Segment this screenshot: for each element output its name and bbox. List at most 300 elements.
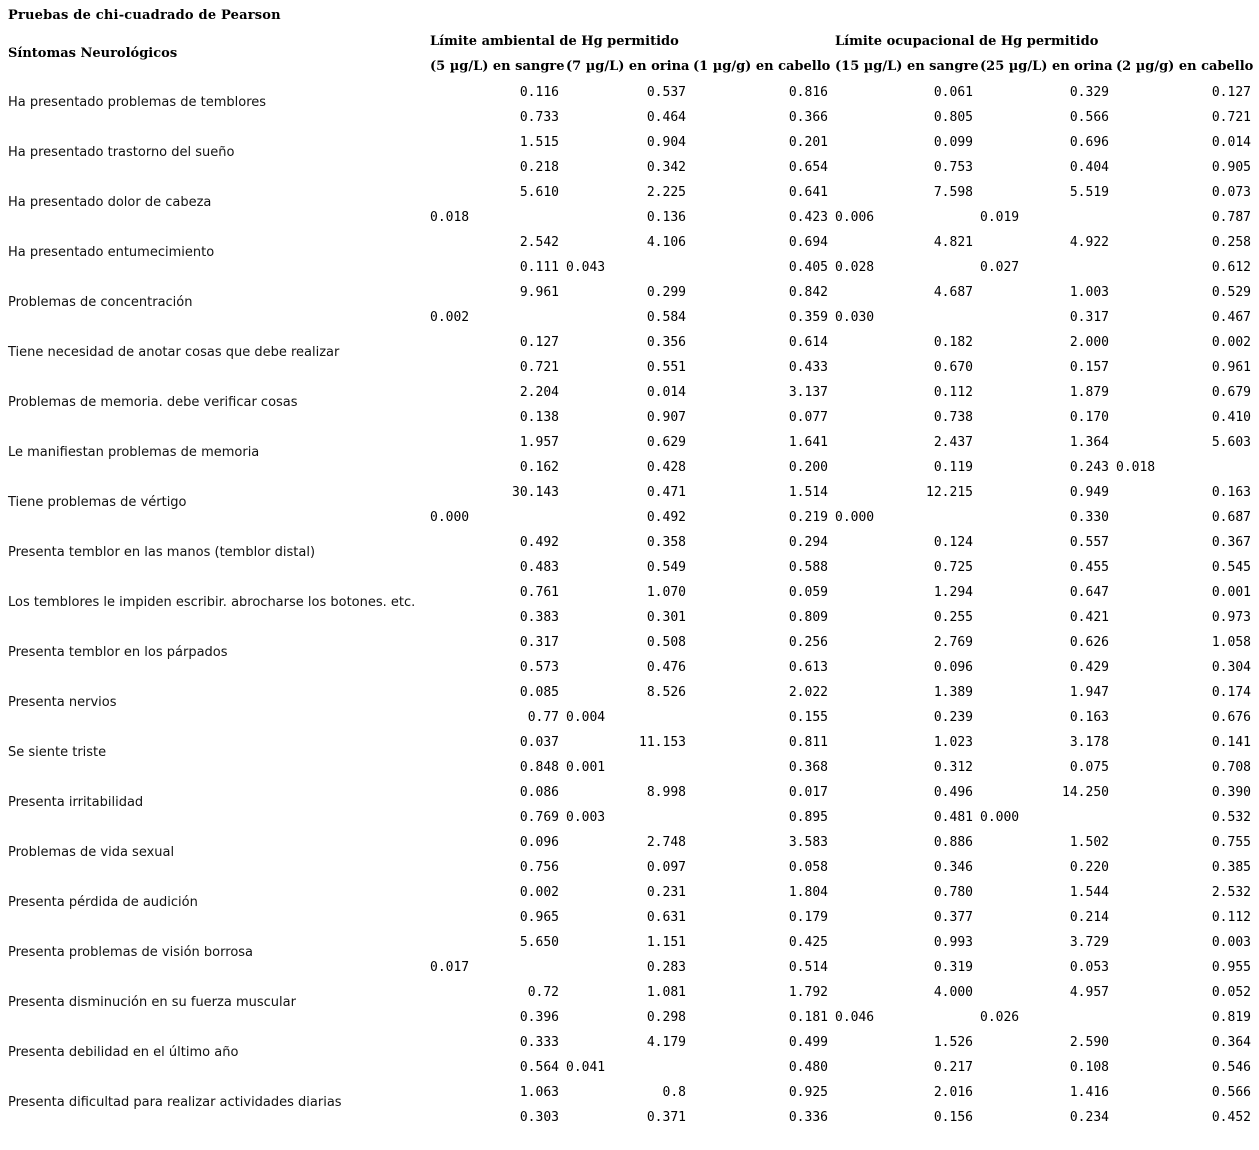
chi-square-value: 0.499: [788, 1035, 828, 1050]
chi-square-value: 0.299: [646, 285, 686, 300]
chi-square-value: 5.650: [519, 935, 559, 950]
table-row: [0, 130, 1259, 180]
significance-value: 0.006: [835, 210, 875, 225]
chi-square-value: 1.641: [788, 435, 828, 450]
symptom-label: Presenta temblor en los párpados: [8, 645, 228, 660]
chi-square-value: 0.694: [788, 235, 828, 250]
chi-square-value: 5.603: [1211, 435, 1251, 450]
chi-square-value: 2.437: [933, 435, 973, 450]
chi-square-value: 1.294: [933, 585, 973, 600]
significance-value: 0.301: [646, 610, 686, 625]
table-row: [0, 780, 1259, 830]
chi-square-value: 1.081: [646, 985, 686, 1000]
significance-value: 0.346: [933, 860, 973, 875]
significance-value: 0.119: [933, 460, 973, 475]
significance-value: 0.075: [1069, 760, 1109, 775]
chi-square-value: 0.780: [933, 885, 973, 900]
chi-square-value: 0.112: [933, 385, 973, 400]
table-row: [0, 430, 1259, 480]
symptom-label: Problemas de vida sexual: [8, 845, 175, 860]
chi-square-value: 2.542: [519, 235, 559, 250]
significance-value: 0.514: [788, 960, 828, 975]
column-header: (15 µg/L) en sangre: [835, 59, 979, 74]
significance-value: 0.003: [566, 810, 606, 825]
significance-value: 0.218: [519, 160, 559, 175]
significance-value: 0.000: [835, 510, 875, 525]
significance-value: 0.383: [519, 610, 559, 625]
chi-square-value: 0.174: [1211, 685, 1251, 700]
chi-square-value: 0.629: [646, 435, 686, 450]
significance-value: 0.000: [430, 510, 470, 525]
chi-square-value: 0.492: [519, 535, 559, 550]
symptom-label: Problemas de memoria. debe verificar cosas: [8, 395, 298, 410]
table-row: [0, 380, 1259, 430]
chi-square-value: 0.294: [788, 535, 828, 550]
significance-value: 0.019: [980, 210, 1020, 225]
chi-square-value: 1.792: [788, 985, 828, 1000]
table-row: [0, 530, 1259, 580]
chi-square-value: 0.949: [1069, 485, 1109, 500]
significance-value: 0.455: [1069, 560, 1109, 575]
significance-value: 0.848: [519, 760, 559, 775]
significance-value: 0.330: [1069, 510, 1109, 525]
significance-value: 0.179: [788, 910, 828, 925]
chi-square-value: 0.367: [1211, 535, 1251, 550]
significance-value: 0.421: [1069, 610, 1109, 625]
table-title: Pruebas de chi-cuadrado de Pearson: [8, 8, 281, 23]
significance-value: 0.965: [519, 910, 559, 925]
chi-square-value: 0.557: [1069, 535, 1109, 550]
chi-square-value: 0.182: [933, 335, 973, 350]
symptom-label: Tiene problemas de vértigo: [8, 495, 187, 510]
chi-square-value: 2.225: [646, 185, 686, 200]
chi-square-value: 1.416: [1069, 1085, 1109, 1100]
significance-value: 0.002: [430, 310, 470, 325]
table-row: [0, 880, 1259, 930]
chi-square-value: 3.137: [788, 385, 828, 400]
significance-value: 0.018: [1116, 460, 1156, 475]
chi-square-value: 1.947: [1069, 685, 1109, 700]
significance-value: 0.955: [1211, 960, 1251, 975]
significance-value: 0.097: [646, 860, 686, 875]
significance-value: 0.769: [519, 810, 559, 825]
symptom-label: Ha presentado trastorno del sueño: [8, 145, 235, 160]
chi-square-value: 1.151: [646, 935, 686, 950]
significance-value: 0.371: [646, 1110, 686, 1125]
chi-square-value: 0.496: [933, 785, 973, 800]
significance-value: 0.304: [1211, 660, 1251, 675]
chi-square-value: 0.085: [519, 685, 559, 700]
chi-square-value: 8.526: [646, 685, 686, 700]
chi-square-value: 0.059: [788, 585, 828, 600]
chi-square-value: 0.696: [1069, 135, 1109, 150]
table-row: [0, 630, 1259, 680]
significance-value: 0.532: [1211, 810, 1251, 825]
chi-square-value: 0.529: [1211, 285, 1251, 300]
significance-value: 0.377: [933, 910, 973, 925]
chi-square-value: 0.755: [1211, 835, 1251, 850]
significance-value: 0.239: [933, 710, 973, 725]
chi-square-value: 3.178: [1069, 735, 1109, 750]
chi-square-value: 14.250: [1062, 785, 1109, 800]
symptom-label: Presenta dificultad para realizar actividades diarias: [8, 1095, 342, 1110]
chi-square-value: 0.061: [933, 85, 973, 100]
significance-value: 0.564: [519, 1060, 559, 1075]
chi-square-value: 0.141: [1211, 735, 1251, 750]
significance-value: 0.895: [788, 810, 828, 825]
chi-square-value: 8.998: [646, 785, 686, 800]
chi-square-value: 1.389: [933, 685, 973, 700]
chi-square-value: 0.002: [1211, 335, 1251, 350]
significance-value: 0.108: [1069, 1060, 1109, 1075]
significance-value: 0.631: [646, 910, 686, 925]
column-header: (25 µg/L) en orina: [980, 59, 1113, 74]
chi-square-value: 1.544: [1069, 885, 1109, 900]
table-body: [0, 80, 1259, 1130]
symptom-label: Se siente triste: [8, 745, 107, 760]
chi-square-value: 0.614: [788, 335, 828, 350]
chi-square-value: 0.537: [646, 85, 686, 100]
significance-value: 0.687: [1211, 510, 1251, 525]
table-row: [0, 480, 1259, 530]
significance-value: 0.217: [933, 1060, 973, 1075]
significance-value: 0.404: [1069, 160, 1109, 175]
significance-value: 0.303: [519, 1110, 559, 1125]
significance-value: 0.907: [646, 410, 686, 425]
significance-value: 0.342: [646, 160, 686, 175]
chi-square-value: 0.017: [788, 785, 828, 800]
significance-value: 0.157: [1069, 360, 1109, 375]
significance-value: 0.077: [788, 410, 828, 425]
chi-square-value: 4.687: [933, 285, 973, 300]
symptom-label: Presenta problemas de visión borrosa: [8, 945, 254, 960]
group-header-ocupacional: Límite ocupacional de Hg permitido: [835, 34, 1099, 49]
chi-square-value: 0.993: [933, 935, 973, 950]
symptom-label: Presenta pérdida de audición: [8, 895, 198, 910]
chi-square-value: 2.204: [519, 385, 559, 400]
chi-square-value: 0.508: [646, 635, 686, 650]
significance-value: 0.170: [1069, 410, 1109, 425]
chi-square-value: 0.761: [519, 585, 559, 600]
significance-value: 0.219: [788, 510, 828, 525]
significance-value: 0.018: [430, 210, 470, 225]
significance-value: 0.156: [933, 1110, 973, 1125]
chi-square-value: 0.201: [788, 135, 828, 150]
significance-value: 0.396: [519, 1010, 559, 1025]
significance-value: 0.214: [1069, 910, 1109, 925]
significance-value: 0.138: [519, 410, 559, 425]
chi-square-value: 0.904: [646, 135, 686, 150]
symptom-label: Le manifiestan problemas de memoria: [8, 445, 260, 460]
chi-square-value: 0.566: [1211, 1085, 1251, 1100]
chi-square-value: 0.925: [788, 1085, 828, 1100]
significance-value: 0.612: [1211, 260, 1251, 275]
significance-value: 0.549: [646, 560, 686, 575]
chi-square-value: 9.961: [519, 285, 559, 300]
chi-square-value: 0.641: [788, 185, 828, 200]
significance-value: 0.738: [933, 410, 973, 425]
chi-square-value: 0.086: [519, 785, 559, 800]
significance-value: 0.573: [519, 660, 559, 675]
significance-value: 0.423: [788, 210, 828, 225]
chi-square-value: 1.515: [519, 135, 559, 150]
chi-square-value: 2.016: [933, 1085, 973, 1100]
symptom-label: Ha presentado dolor de cabeza: [8, 195, 212, 210]
chi-square-value: 1.879: [1069, 385, 1109, 400]
chi-square-value: 4.179: [646, 1035, 686, 1050]
chi-square-value: 1.502: [1069, 835, 1109, 850]
chi-square-value: 3.729: [1069, 935, 1109, 950]
table-row: [0, 1080, 1259, 1130]
chi-square-value: 4.922: [1069, 235, 1109, 250]
significance-value: 0.551: [646, 360, 686, 375]
chi-square-value: 0.333: [519, 1035, 559, 1050]
significance-value: 0.234: [1069, 1110, 1109, 1125]
chi-square-value: 1.023: [933, 735, 973, 750]
table-row: [0, 730, 1259, 780]
chi-square-value: 3.583: [788, 835, 828, 850]
chi-square-value: 1.957: [519, 435, 559, 450]
significance-value: 0.428: [646, 460, 686, 475]
chi-square-value: 4.957: [1069, 985, 1109, 1000]
group-header-ambiental: Límite ambiental de Hg permitido: [430, 34, 679, 49]
chi-square-value: 4.821: [933, 235, 973, 250]
significance-value: 0.017: [430, 960, 470, 975]
significance-value: 0.584: [646, 310, 686, 325]
significance-value: 0.483: [519, 560, 559, 575]
significance-value: 0.000: [980, 810, 1020, 825]
significance-value: 0.298: [646, 1010, 686, 1025]
significance-value: 0.733: [519, 110, 559, 125]
symptom-label: Presenta temblor en las manos (temblor distal): [8, 545, 316, 560]
significance-value: 0.053: [1069, 960, 1109, 975]
chi-square-value: 0.003: [1211, 935, 1251, 950]
chi-square-value: 0.096: [519, 835, 559, 850]
significance-value: 0.410: [1211, 410, 1251, 425]
symptom-label: Tiene necesidad de anotar cosas que debe realizar: [8, 345, 340, 360]
chi-square-value: 1.526: [933, 1035, 973, 1050]
table-row: [0, 1030, 1259, 1080]
symptom-label: Problemas de concentración: [8, 295, 193, 310]
chi-square-value: 0.390: [1211, 785, 1251, 800]
symptom-label: Ha presentado entumecimiento: [8, 245, 215, 260]
significance-value: 0.096: [933, 660, 973, 675]
table-row: [0, 830, 1259, 880]
chi-square-value: 0.626: [1069, 635, 1109, 650]
symptom-label: Presenta nervios: [8, 695, 117, 710]
significance-value: 0.753: [933, 160, 973, 175]
chi-square-value: 0.471: [646, 485, 686, 500]
chi-square-value: 0.001: [1211, 585, 1251, 600]
significance-value: 0.725: [933, 560, 973, 575]
significance-value: 0.043: [566, 260, 606, 275]
significance-value: 0.058: [788, 860, 828, 875]
significance-value: 0.385: [1211, 860, 1251, 875]
table-row: [0, 180, 1259, 230]
symptom-label: Ha presentado problemas de temblores: [8, 95, 267, 110]
chi-square-value: 0.679: [1211, 385, 1251, 400]
significance-value: 0.429: [1069, 660, 1109, 675]
table-row: [0, 230, 1259, 280]
significance-value: 0.476: [646, 660, 686, 675]
significance-value: 0.312: [933, 760, 973, 775]
significance-value: 0.756: [519, 860, 559, 875]
significance-value: 0.136: [646, 210, 686, 225]
chi-square-value: 0.127: [519, 335, 559, 350]
chi-square-value: 0.8: [662, 1085, 686, 1100]
significance-value: 0.787: [1211, 210, 1251, 225]
significance-value: 0.452: [1211, 1110, 1251, 1125]
chi-square-value: 1.003: [1069, 285, 1109, 300]
table-row: [0, 80, 1259, 130]
significance-value: 0.283: [646, 960, 686, 975]
chi-square-value: 5.610: [519, 185, 559, 200]
significance-value: 0.566: [1069, 110, 1109, 125]
chi-square-value: 0.124: [933, 535, 973, 550]
table-row: [0, 330, 1259, 380]
symptom-label: Presenta disminución en su fuerza muscular: [8, 995, 296, 1010]
significance-value: 0.004: [566, 710, 606, 725]
chi-square-value: 0.231: [646, 885, 686, 900]
symptom-label: Presenta irritabilidad: [8, 795, 144, 810]
significance-value: 0.200: [788, 460, 828, 475]
chi-square-value: 4.106: [646, 235, 686, 250]
row-header: Síntomas Neurológicos: [8, 46, 178, 61]
significance-value: 0.027: [980, 260, 1020, 275]
column-header: (1 µg/g) en cabello: [693, 59, 831, 74]
significance-value: 0.819: [1211, 1010, 1251, 1025]
significance-value: 0.480: [788, 1060, 828, 1075]
chi-square-value: 0.358: [646, 535, 686, 550]
table-row: [0, 280, 1259, 330]
chi-square-value: 0.127: [1211, 85, 1251, 100]
chi-square-value: 0.317: [519, 635, 559, 650]
significance-value: 0.255: [933, 610, 973, 625]
significance-value: 0.243: [1069, 460, 1109, 475]
significance-value: 0.028: [835, 260, 875, 275]
significance-value: 0.670: [933, 360, 973, 375]
chi-square-value: 0.811: [788, 735, 828, 750]
column-header: (5 µg/L) en sangre: [430, 59, 565, 74]
chi-square-value: 0.258: [1211, 235, 1251, 250]
significance-value: 0.181: [788, 1010, 828, 1025]
chi-square-value: 11.153: [639, 735, 686, 750]
table-row: [0, 680, 1259, 730]
significance-value: 0.163: [1069, 710, 1109, 725]
chi-square-value: 2.590: [1069, 1035, 1109, 1050]
significance-value: 0.588: [788, 560, 828, 575]
significance-value: 0.805: [933, 110, 973, 125]
chi-square-value: 0.425: [788, 935, 828, 950]
chi-square-value: 30.143: [512, 485, 559, 500]
significance-value: 0.317: [1069, 310, 1109, 325]
significance-value: 0.481: [933, 810, 973, 825]
chi-square-value: 0.256: [788, 635, 828, 650]
chi-square-value: 0.329: [1069, 85, 1109, 100]
chi-square-value: 0.72: [527, 985, 559, 1000]
chi-square-value: 0.052: [1211, 985, 1251, 1000]
table-row: [0, 930, 1259, 980]
significance-value: 0.162: [519, 460, 559, 475]
significance-value: 0.961: [1211, 360, 1251, 375]
chi-square-value: 0.116: [519, 85, 559, 100]
chi-square-value: 0.163: [1211, 485, 1251, 500]
chi-square-value: 4.000: [933, 985, 973, 1000]
chi-square-value: 0.002: [519, 885, 559, 900]
significance-value: 0.613: [788, 660, 828, 675]
chi-square-value: 0.073: [1211, 185, 1251, 200]
significance-value: 0.654: [788, 160, 828, 175]
chi-square-value: 2.748: [646, 835, 686, 850]
significance-value: 0.041: [566, 1060, 606, 1075]
significance-value: 0.708: [1211, 760, 1251, 775]
significance-value: 0.030: [835, 310, 875, 325]
significance-value: 0.545: [1211, 560, 1251, 575]
significance-value: 0.721: [519, 360, 559, 375]
significance-value: 0.368: [788, 760, 828, 775]
column-header: (7 µg/L) en orina: [566, 59, 690, 74]
chi-square-value: 2.022: [788, 685, 828, 700]
significance-value: 0.809: [788, 610, 828, 625]
significance-value: 0.026: [980, 1010, 1020, 1025]
chi-square-value: 5.519: [1069, 185, 1109, 200]
symptom-label: Presenta debilidad en el último año: [8, 1045, 239, 1060]
significance-value: 0.546: [1211, 1060, 1251, 1075]
table-row: [0, 580, 1259, 630]
chi-square-value: 0.364: [1211, 1035, 1251, 1050]
chi-square-value: 0.037: [519, 735, 559, 750]
significance-value: 0.433: [788, 360, 828, 375]
significance-value: 0.973: [1211, 610, 1251, 625]
chi-square-value: 0.842: [788, 285, 828, 300]
significance-value: 0.359: [788, 310, 828, 325]
significance-value: 0.366: [788, 110, 828, 125]
chi-square-value: 0.099: [933, 135, 973, 150]
significance-value: 0.905: [1211, 160, 1251, 175]
significance-value: 0.676: [1211, 710, 1251, 725]
column-header: (2 µg/g) en cabello: [1116, 59, 1254, 74]
significance-value: 0.319: [933, 960, 973, 975]
chi-square-value: 0.886: [933, 835, 973, 850]
significance-value: 0.001: [566, 760, 606, 775]
chi-square-value: 2.000: [1069, 335, 1109, 350]
significance-value: 0.492: [646, 510, 686, 525]
chi-square-value: 0.816: [788, 85, 828, 100]
chi-square-value: 12.215: [926, 485, 973, 500]
significance-value: 0.220: [1069, 860, 1109, 875]
significance-value: 0.464: [646, 110, 686, 125]
chi-square-value: 2.769: [933, 635, 973, 650]
chi-square-value: 1.063: [519, 1085, 559, 1100]
chi-square-value: 1.070: [646, 585, 686, 600]
chi-square-value: 1.364: [1069, 435, 1109, 450]
significance-value: 0.467: [1211, 310, 1251, 325]
chi-square-value: 2.532: [1211, 885, 1251, 900]
chi-square-value: 0.356: [646, 335, 686, 350]
significance-value: 0.111: [519, 260, 559, 275]
symptom-label: Los temblores le impiden escribir. abrocharse los botones. etc.: [8, 595, 416, 610]
chi-square-value: 1.058: [1211, 635, 1251, 650]
chi-square-value: 1.514: [788, 485, 828, 500]
significance-value: 0.336: [788, 1110, 828, 1125]
chi-square-value: 1.804: [788, 885, 828, 900]
significance-value: 0.405: [788, 260, 828, 275]
significance-value: 0.112: [1211, 910, 1251, 925]
significance-value: 0.77: [527, 710, 559, 725]
chi-square-value: 0.014: [1211, 135, 1251, 150]
chi-square-value: 7.598: [933, 185, 973, 200]
table-row: [0, 980, 1259, 1030]
